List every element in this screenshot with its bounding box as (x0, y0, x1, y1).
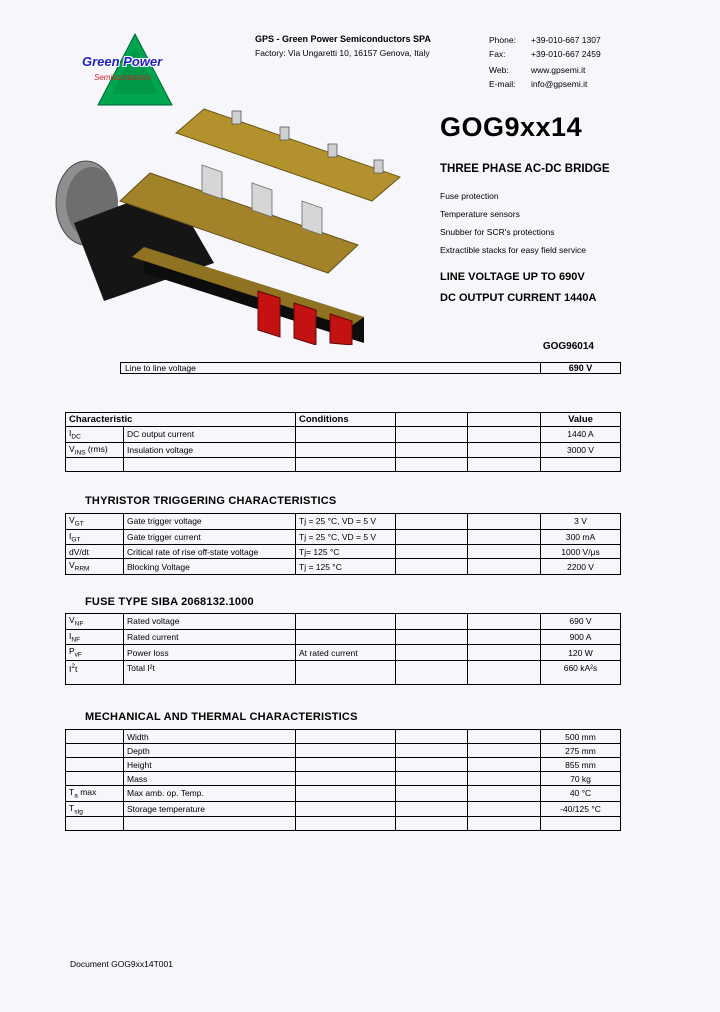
table-row (66, 801, 621, 817)
table-row (66, 817, 621, 831)
conditions-cell: Tj= 125 °C (296, 545, 396, 559)
spare-cell (468, 442, 541, 458)
spare-cell (468, 413, 541, 427)
fax-value: +39-010-667 2459 (531, 48, 601, 59)
symbol-text: V (69, 560, 75, 571)
line-voltage-label-cell: Line to line voltage (121, 363, 541, 374)
dc-current-highlight: DC OUTPUT CURRENT 1440A (440, 292, 597, 304)
spare-cell (396, 758, 468, 772)
conditions-cell (296, 629, 396, 645)
parameter-name-cell: Storage temperature (124, 801, 296, 817)
contact-info (489, 34, 601, 91)
spare-cell (468, 514, 541, 530)
table-row (66, 614, 621, 630)
company-name: GPS - Green Power Semiconductors SPA (255, 34, 431, 44)
fax-label: Fax: (489, 48, 506, 59)
mechanical-table (65, 729, 621, 831)
spare-cell (468, 545, 541, 559)
conditions-cell: Tj = 125 °C (296, 559, 396, 575)
value-cell: 275 mm (541, 744, 621, 758)
table-row (66, 458, 621, 472)
spare-cell (468, 817, 541, 831)
symbol-text: I (69, 663, 72, 674)
web-value: www.gpsemi.it (531, 65, 586, 75)
table-row (66, 529, 621, 545)
phone-label: Phone: (489, 35, 516, 45)
spare-cell (468, 661, 541, 685)
spare-cell (396, 559, 468, 575)
symbol-cell (66, 730, 124, 744)
symbol-text: V (69, 515, 75, 525)
spare-cell (396, 772, 468, 786)
conditions-cell: At rated current (296, 645, 396, 661)
symbol-cell (66, 629, 124, 645)
spare-cell (468, 744, 541, 758)
feature-item: Extractible stacks for easy field service (440, 245, 586, 255)
spare-cell (396, 801, 468, 817)
model-code: GOG96014 (542, 341, 594, 352)
symbol-cell (66, 661, 124, 685)
parameter-name-cell: Gate trigger voltage (124, 514, 296, 530)
parameter-name-cell: DC output current (124, 427, 296, 443)
symbol-subscript: GT (74, 520, 84, 528)
value-cell: -40/125 °C (541, 801, 621, 817)
spare-cell (468, 786, 541, 802)
feature-item: Fuse protection (440, 191, 499, 201)
conditions-cell (296, 817, 396, 831)
value-cell (541, 817, 621, 831)
symbol-subscript: DC (71, 433, 81, 441)
symbol-text: T (69, 802, 75, 813)
parameter-name-cell (124, 817, 296, 831)
feature-item: Snubber for SCR's protections (440, 227, 555, 237)
symbol-text: I (69, 428, 72, 438)
parameter-name-cell: Critical rate of rise off-state voltage (124, 545, 296, 559)
company-address: Factory: Via Ungaretti 10, 16157 Genova, Italy (255, 48, 430, 58)
spare-cell (396, 442, 468, 458)
table-row (66, 744, 621, 758)
parameter-name-cell: Blocking Voltage (124, 559, 296, 575)
table-row (66, 514, 621, 530)
document-code: Document GOG9xx14T001 (70, 959, 173, 969)
symbol-cell (66, 772, 124, 786)
table-row (66, 661, 621, 685)
conditions-cell (296, 427, 396, 443)
symbol-text: V (69, 443, 75, 454)
value-cell: 660 kA²s (541, 661, 621, 685)
symbol-text: I (69, 630, 72, 641)
table-row (121, 363, 621, 374)
spare-cell (396, 786, 468, 802)
symbol-subscript: NF (74, 620, 84, 628)
feature-list (440, 187, 712, 259)
symbol-suffix: t (75, 663, 78, 674)
value-cell (541, 458, 621, 472)
symbol-cell (66, 744, 124, 758)
spare-cell (396, 458, 468, 472)
product-summary (440, 112, 712, 304)
table-row (66, 629, 621, 645)
table-row (66, 730, 621, 744)
parameter-name-cell: Total I²t (124, 661, 296, 685)
symbol-cell (66, 817, 124, 831)
parameter-name-cell: Max amb. op. Temp. (124, 786, 296, 802)
parameter-name-cell: Insulation voltage (124, 442, 296, 458)
symbol-cell (66, 458, 124, 472)
symbol-text: V (69, 615, 75, 625)
symbol-subscript: a (74, 792, 78, 800)
symbol-subscript: NF (71, 636, 81, 644)
symbol-cell (66, 758, 124, 772)
characteristics-table (65, 412, 621, 472)
value-cell: 900 A (541, 629, 621, 645)
conditions-cell (296, 730, 396, 744)
spare-cell (468, 758, 541, 772)
symbol-subscript: INS (74, 449, 86, 457)
conditions-cell (296, 786, 396, 802)
phone-value: +39-010-667 1307 (531, 35, 601, 45)
spare-cell (396, 661, 468, 685)
mechanical-section-title: MECHANICAL AND THERMAL CHARACTERISTICS (85, 711, 358, 723)
parameter-name-cell (124, 458, 296, 472)
spare-cell (468, 801, 541, 817)
conditions-cell (296, 801, 396, 817)
table-row (66, 442, 621, 458)
spare-cell (396, 514, 468, 530)
conditions-cell: Tj = 25 °C, VD = 5 V (296, 529, 396, 545)
value-cell: 1440 A (541, 427, 621, 443)
company-info (255, 34, 431, 58)
symbol-cell (66, 645, 124, 661)
product-title: GOG9xx14 (440, 112, 583, 142)
conditions-cell (296, 661, 396, 685)
conditions-cell (296, 758, 396, 772)
symbol-text: T (69, 787, 75, 797)
symbol-subscript: RRM (74, 566, 90, 574)
spare-cell (396, 730, 468, 744)
value-cell: 40 °C (541, 786, 621, 802)
spare-cell (396, 645, 468, 661)
spare-cell (396, 427, 468, 443)
conditions-cell (296, 458, 396, 472)
symbol-suffix: (rms) (85, 443, 108, 454)
spare-cell (396, 545, 468, 559)
conditions-cell (296, 744, 396, 758)
symbol-cell (66, 545, 124, 559)
symbol-cell (66, 786, 124, 802)
product-photo (52, 95, 427, 345)
header-conditions: Conditions (296, 413, 396, 427)
thyristor-section-title: THYRISTOR TRIGGERING CHARACTERISTICS (85, 495, 337, 507)
table-row (66, 559, 621, 575)
parameter-name-cell: Mass (124, 772, 296, 786)
parameter-name-cell: Rated current (124, 629, 296, 645)
product-photo-illustration (52, 95, 427, 345)
web-label: Web: (489, 65, 509, 75)
symbol-superscript: 2 (71, 663, 75, 671)
symbol-cell (66, 514, 124, 530)
symbol-suffix: max (77, 787, 97, 797)
symbol-cell (66, 559, 124, 575)
symbol-cell (66, 529, 124, 545)
symbol-cell (66, 614, 124, 630)
spare-cell (468, 458, 541, 472)
table-row (66, 545, 621, 559)
symbol-subscript: vF (74, 652, 82, 660)
spare-cell (396, 629, 468, 645)
value-cell: 1000 V/μs (541, 545, 621, 559)
line-voltage-table (120, 362, 621, 374)
spare-cell (468, 645, 541, 661)
table-header-row (66, 413, 621, 427)
spare-cell (468, 614, 541, 630)
value-cell: 855 mm (541, 758, 621, 772)
conditions-cell (296, 614, 396, 630)
value-cell: 2200 V (541, 559, 621, 575)
spare-cell (468, 629, 541, 645)
conditions-cell (296, 772, 396, 786)
fuse-table (65, 613, 621, 685)
value-cell: 120 W (541, 645, 621, 661)
value-cell: 300 mA (541, 529, 621, 545)
symbol-text: I (69, 530, 72, 541)
header-characteristic: Characteristic (66, 413, 296, 427)
contact-fax (489, 48, 601, 62)
parameter-name-cell: Width (124, 730, 296, 744)
value-cell: 3000 V (541, 442, 621, 458)
parameter-name-cell: Rated voltage (124, 614, 296, 630)
table-row (66, 427, 621, 443)
thyristor-table (65, 513, 621, 575)
table-row (66, 786, 621, 802)
spare-cell (468, 730, 541, 744)
symbol-subscript: stg (74, 808, 83, 816)
parameter-name-cell: Power loss (124, 645, 296, 661)
feature-item: Temperature sensors (440, 209, 520, 219)
spare-cell (396, 529, 468, 545)
conditions-cell: Tj = 25 °C, VD = 5 V (296, 514, 396, 530)
spare-cell (396, 744, 468, 758)
line-voltage-value-cell: 690 V (541, 363, 621, 374)
email-label: E-mail: (489, 78, 516, 89)
symbol-cell (66, 442, 124, 458)
symbol-text: dV/dt (69, 546, 89, 557)
conditions-cell (296, 442, 396, 458)
spare-cell (468, 559, 541, 575)
logo-wordmark: Green Power (82, 54, 163, 69)
symbol-text: P (69, 646, 75, 657)
parameter-name-cell: Height (124, 758, 296, 772)
value-cell: 70 kg (541, 772, 621, 786)
email-value: info@gpsemi.it (531, 78, 588, 89)
value-cell: 500 mm (541, 730, 621, 744)
spare-cell (468, 772, 541, 786)
table-row (66, 772, 621, 786)
spare-cell (396, 817, 468, 831)
symbol-subscript: GT (71, 536, 81, 544)
spare-cell (468, 529, 541, 545)
spare-cell (396, 413, 468, 427)
value-cell: 3 V (541, 514, 621, 530)
contact-email (489, 78, 601, 92)
parameter-name-cell: Gate trigger current (124, 529, 296, 545)
parameter-name-cell: Depth (124, 744, 296, 758)
logo-tagline: Semiconductors (94, 73, 152, 82)
product-subtitle: THREE PHASE AC-DC BRIDGE (440, 163, 610, 175)
spare-cell (396, 614, 468, 630)
symbol-cell (66, 427, 124, 443)
spare-cell (468, 427, 541, 443)
line-voltage-highlight: LINE VOLTAGE UP TO 690V (440, 271, 585, 283)
header-value: Value (541, 413, 621, 427)
contact-phone (489, 34, 601, 48)
table-row (66, 758, 621, 772)
table-row (66, 645, 621, 661)
symbol-cell (66, 801, 124, 817)
contact-web (489, 64, 601, 78)
fuse-section-title: FUSE TYPE SIBA 2068132.1000 (85, 596, 254, 608)
value-cell: 690 V (541, 614, 621, 630)
